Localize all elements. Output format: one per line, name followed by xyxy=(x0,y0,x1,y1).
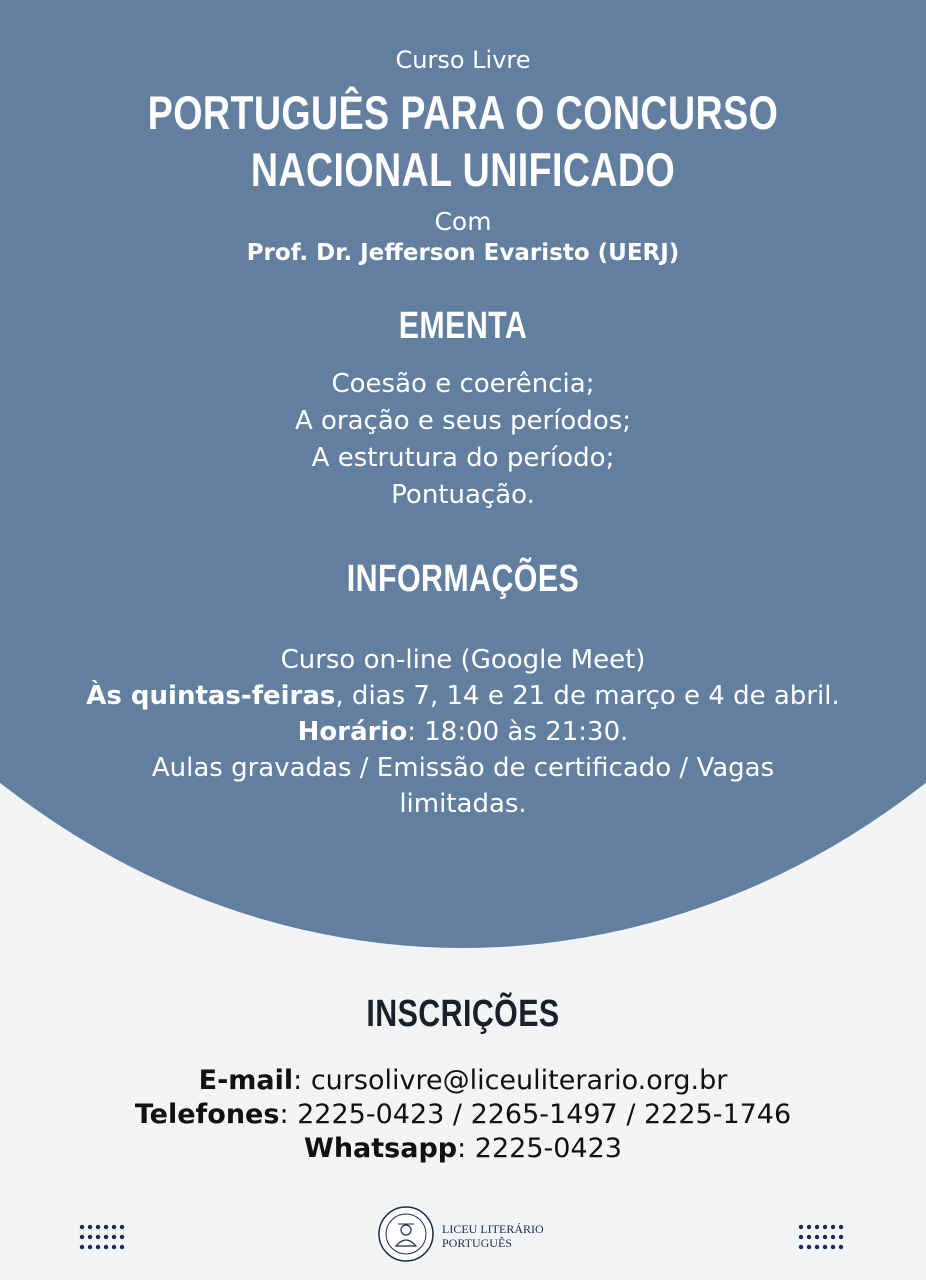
ementa-list xyxy=(0,366,926,514)
email-label: E-mail xyxy=(198,1065,294,1096)
schedule-value: , dias 7, 14 e 21 de março e 4 de abril. xyxy=(335,681,840,711)
email-line xyxy=(0,1064,926,1098)
contact-block xyxy=(0,1064,926,1166)
logo-line-2: PORTUGUÊS xyxy=(442,1236,512,1250)
inscricoes-heading: INSCRIÇÕES xyxy=(366,993,560,1035)
schedule-line xyxy=(0,678,926,714)
instructor-name: Prof. Dr. Jefferson Evaristo (UERJ) xyxy=(246,240,680,266)
whatsapp-value: : 2225-0423 xyxy=(457,1133,622,1164)
eyebrow-label: Curso Livre xyxy=(395,46,531,74)
whatsapp-line xyxy=(0,1132,926,1166)
schedule-label: Às quintas-feiras xyxy=(86,681,336,711)
dot-grid-icon xyxy=(78,1222,128,1252)
phones-value: : 2225-0423 / 2265-1497 / 2225-1746 xyxy=(279,1099,792,1130)
phones-label: Telefones xyxy=(134,1099,280,1130)
phones-line xyxy=(0,1098,926,1132)
email-value[interactable]: : cursolivre@liceuliterario.org.br xyxy=(293,1065,728,1096)
ementa-item: Pontuação. xyxy=(391,480,535,510)
whatsapp-label: Whatsapp xyxy=(304,1133,458,1164)
dot-grid-icon xyxy=(797,1222,847,1252)
extras-line-2: limitadas. xyxy=(399,789,527,819)
course-format: Curso on-line (Google Meet) xyxy=(280,645,646,675)
info-heading: INFORMAÇÕES xyxy=(346,558,580,600)
ementa-heading: EMENTA xyxy=(398,305,528,347)
course-title xyxy=(0,84,926,198)
logo-text xyxy=(442,1222,544,1250)
ementa-item: Coesão e coerência; xyxy=(331,369,595,399)
ementa-item: A estrutura do período; xyxy=(311,443,615,473)
with-label: Com xyxy=(434,207,492,236)
time-value: : 18:00 às 21:30. xyxy=(407,717,629,747)
seal-icon xyxy=(376,1204,436,1264)
info-block xyxy=(0,642,926,822)
time-line xyxy=(0,714,926,750)
logo-line-1: LICEU LITERÁRIO xyxy=(442,1222,544,1236)
extras-line-1: Aulas gravadas / Emissão de certificado / Vagas xyxy=(151,753,775,783)
liceu-logo xyxy=(376,1204,576,1264)
title-line-1: PORTUGUÊS PARA O CONCURSO xyxy=(147,86,779,139)
time-label: Horário xyxy=(297,717,408,747)
ementa-item: A oração e seus períodos; xyxy=(294,406,632,436)
title-line-2: NACIONAL UNIFICADO xyxy=(250,143,676,196)
